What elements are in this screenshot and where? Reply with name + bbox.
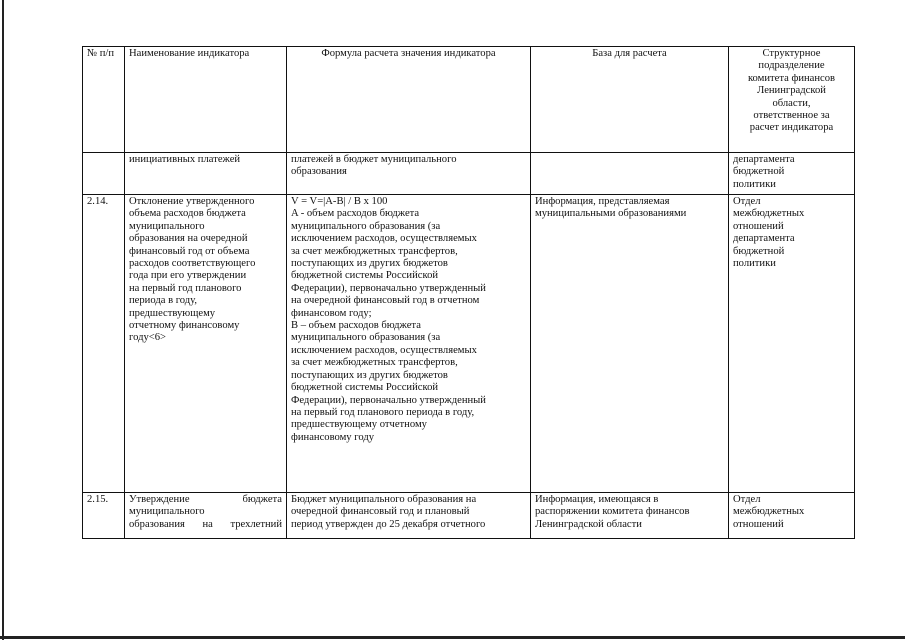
header-name: Наименование индикатора	[125, 47, 287, 153]
row-1-base: Информация, представляемая муниципальными образованиями	[531, 195, 729, 493]
page-frame-left	[2, 0, 4, 640]
row-1-num: 2.14.	[83, 195, 125, 493]
header-formula: Формула расчета значения индикатора	[287, 47, 531, 153]
row-1-formula: V = V=|A-B| / B x 100 A - объем расходов бюджета муниципального образования (за исключением расходов, осуществляемых за счет межбюджетных трансфертов, поступающих из других бюджетов бюджетной системы Российской Федерации), первоначально утвержденный на очередной финансовый год в отчетном финансовом году; B – объем расходов бюджета муниципального образования (за исключением расходов, осуществляемых за счет межбюджетных трансфертов, поступающих из других бюджетов бюджетной системы Российской Федерации), первоначально утвержденный на первый год планового периода в году, предшествующему отчетному финансовому году	[287, 195, 531, 493]
header-base: База для расчета	[531, 47, 729, 153]
row-1-name: Отклонение утвержденного объема расходов бюджета муниципального образования на очередной финансовый год от объема расходов соответствующего года при его утверждении на первый год планового периода в году, предшествующему отчетному финансовому году<6>	[125, 195, 287, 493]
row-1-dept: Отдел межбюджетных отношений департамента бюджетной политики	[729, 195, 855, 493]
table-row	[83, 493, 855, 539]
row-2-name	[125, 493, 287, 539]
row-2-num: 2.15.	[83, 493, 125, 539]
row-2-name-line-1: муниципального	[129, 506, 205, 518]
page-frame-bottom	[0, 636, 905, 639]
row-2-name-line-0: Утверждение бюджета	[129, 494, 282, 505]
row-0-name: инициативных платежей	[125, 153, 287, 195]
table-header-row	[83, 47, 855, 153]
header-dept: Структурное подразделение комитета финансов Ленинградской области, ответственное за расчет индикатора	[729, 47, 855, 153]
row-0-dept: департамента бюджетной политики	[729, 153, 855, 195]
row-2-name-line-2: образования на трехлетний	[129, 518, 282, 530]
table-row	[83, 153, 855, 195]
header-num: № п/п	[83, 47, 125, 153]
row-0-formula: платежей в бюджет муниципального образования	[287, 153, 531, 195]
row-2-formula: Бюджет муниципального образования на очередной финансовый год и плановый период утвержден до 25 декабря отчетного	[287, 493, 531, 539]
row-0-num	[83, 153, 125, 195]
row-0-base	[531, 153, 729, 195]
row-2-dept: Отдел межбюджетных отношений	[729, 493, 855, 539]
indicator-table	[82, 46, 855, 539]
table-row	[83, 195, 855, 493]
row-2-base: Информация, имеющаяся в распоряжении комитета финансов Ленинградской области	[531, 493, 729, 539]
